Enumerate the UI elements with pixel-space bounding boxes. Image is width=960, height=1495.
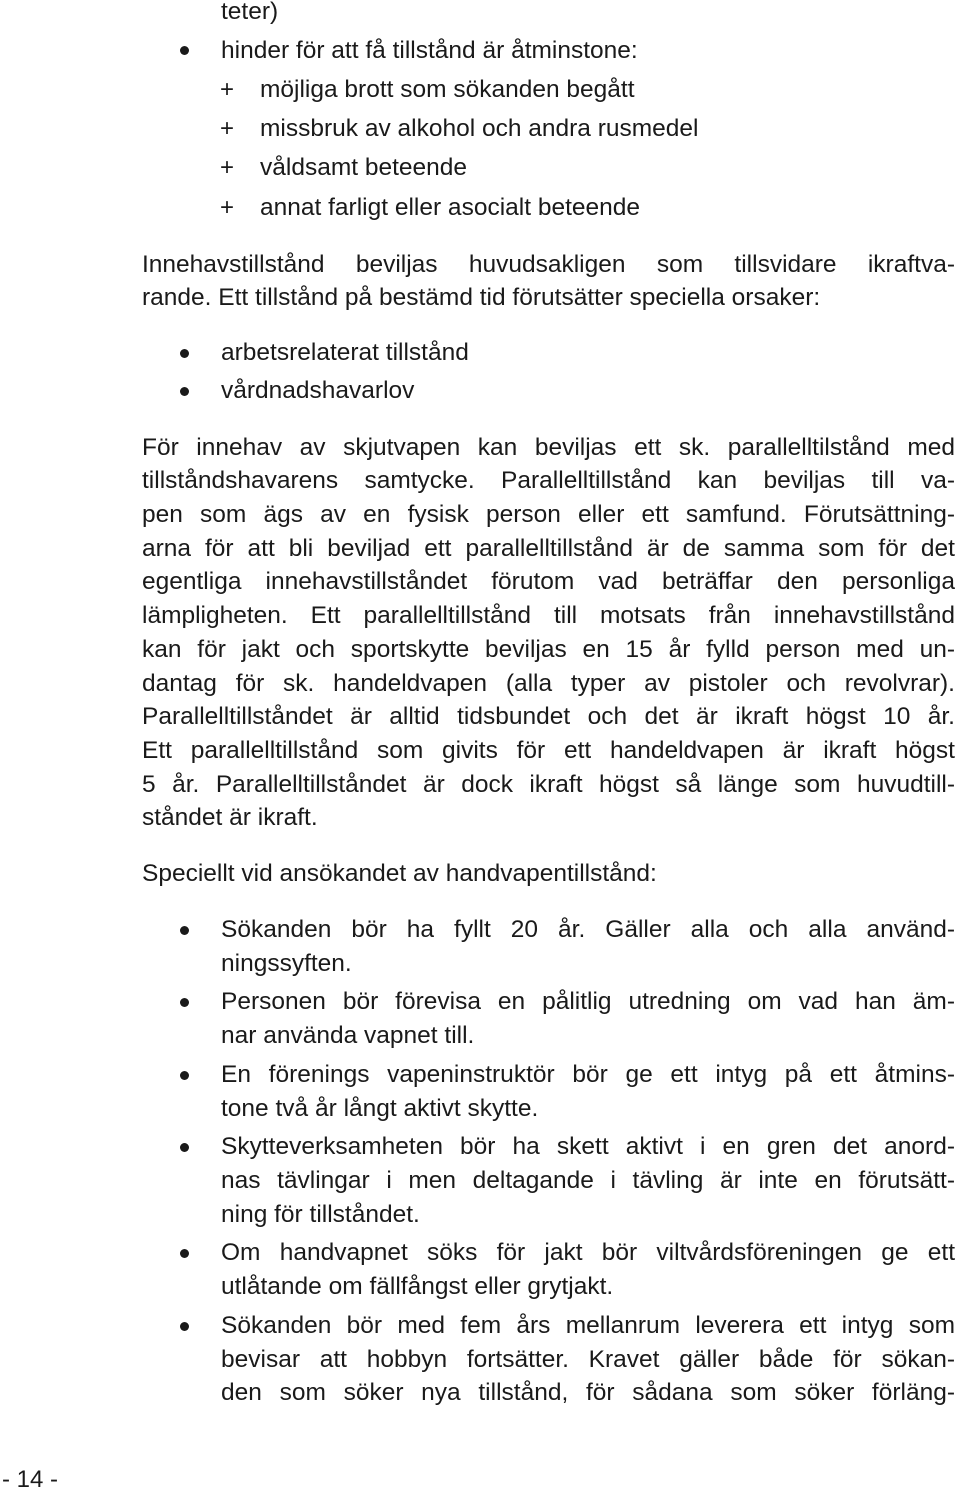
section-heading: Speciellt vid ansökandet av handvapentillstånd: [142, 860, 657, 887]
sub-list-item: möjliga brott som sökanden begått [260, 76, 635, 103]
list-item-reason: arbetsrelaterat tillstånd [221, 339, 469, 366]
bullet-icon [180, 1249, 189, 1258]
paragraph-line: 5 år. Parallelltillståndet är dock ikraft högst så länge som huvudtill- [142, 771, 955, 798]
list-item-line: Sökanden bör med fem års mellanrum leverera ett intyg som [221, 1312, 955, 1339]
paragraph-line: För innehav av skjutvapen kan beviljas ett sk. parallelltilstånd med [142, 434, 955, 461]
list-item-reason: vårdnadshavarlov [221, 377, 415, 404]
paragraph-line: tillståndshavarens samtycke. Parallelltillstånd kan beviljas till va- [142, 467, 955, 494]
paragraph-line: lämpligheten. Ett parallelltillstånd till motsats från innehavstillstånd [142, 602, 955, 629]
list-item-line: Sökanden bör ha fyllt 20 år. Gäller alla och alla använd- [221, 916, 955, 943]
list-item-line: Skytteverksamheten bör ha skett aktivt i en gren det anord- [221, 1133, 955, 1160]
paragraph-line: Parallelltillståndet är alltid tidsbundet och det är ikraft högst 10 år. [142, 703, 955, 730]
list-item-line: nar använda vapnet till. [221, 1022, 475, 1049]
sub-list-item: missbruk av alkohol och andra rusmedel [260, 115, 699, 142]
paragraph-line: Innehavstillstånd beviljas huvudsakligen som tillsvidare ikraftva- [142, 251, 955, 278]
bullet-icon [180, 387, 189, 396]
list-item-line: ningssyften. [221, 950, 352, 977]
list-item-line: ning för tillståndet. [221, 1201, 420, 1228]
sub-list-item: våldsamt beteende [260, 154, 468, 181]
paragraph-line: kan för jakt och sportskytte beviljas en 15 år fylld person med un- [142, 636, 955, 663]
paragraph-line: ståndet är ikraft. [142, 804, 318, 831]
paragraph-line: dantag för sk. handeldvapen (alla typer av pistoler och revolvrar). [142, 670, 955, 697]
bullet-icon [180, 926, 189, 935]
plus-bullet-icon: + [220, 154, 235, 181]
list-item-line: den som söker nya tillstånd, för sådana som söker förläng- [221, 1379, 955, 1406]
list-item-line: utlåtande om fällfångst eller grytjakt. [221, 1273, 614, 1300]
list-item-line: Personen bör förevisa en pålitlig utredning om vad han äm- [221, 988, 955, 1015]
plus-bullet-icon: + [220, 76, 235, 103]
paragraph-line: pen som ägs av en fysisk person eller ett samfund. Förutsättning- [142, 501, 955, 528]
bullet-icon [180, 349, 189, 358]
list-item-line: nas tävlingar i men deltagande i tävling är inte en förutsätt- [221, 1167, 955, 1194]
plus-bullet-icon: + [220, 115, 235, 142]
paragraph-line: Ett parallelltillstånd som givits för ett handeldvapen är ikraft högst [142, 737, 955, 764]
list-item-line: tone två år långt aktivt skytte. [221, 1095, 539, 1122]
list-item-line: Om handvapnet söks för jakt bör viltvårdsföreningen ge ett [221, 1239, 955, 1266]
bullet-icon [180, 1071, 189, 1080]
page-number: - 14 - [2, 1466, 59, 1493]
list-item-line: En förenings vapeninstruktör bör ge ett intyg på ett åtmins- [221, 1061, 955, 1088]
bullet-icon [180, 998, 189, 1007]
list-item-line: bevisar att hobbyn fortsätter. Kravet gäller både för sökan- [221, 1346, 955, 1373]
plus-bullet-icon: + [220, 194, 235, 221]
bullet-icon [180, 1322, 189, 1331]
paragraph-line: rande. Ett tillstånd på bestämd tid förutsätter speciella orsaker: [142, 284, 821, 311]
bullet-icon [180, 46, 189, 55]
sub-list-item: annat farligt eller asocialt beteende [260, 194, 641, 221]
bullet-icon [180, 1143, 189, 1152]
paragraph-line: arna för att bli beviljad ett parallelltillstånd är de samma som för det [142, 535, 955, 562]
list-item-hinder: hinder för att få tillstånd är åtminstone: [221, 37, 638, 64]
list-continuation-text: teter) [221, 0, 279, 25]
paragraph-line: egentliga innehavstillståndet förutom vad beträffar den personliga [142, 568, 955, 595]
